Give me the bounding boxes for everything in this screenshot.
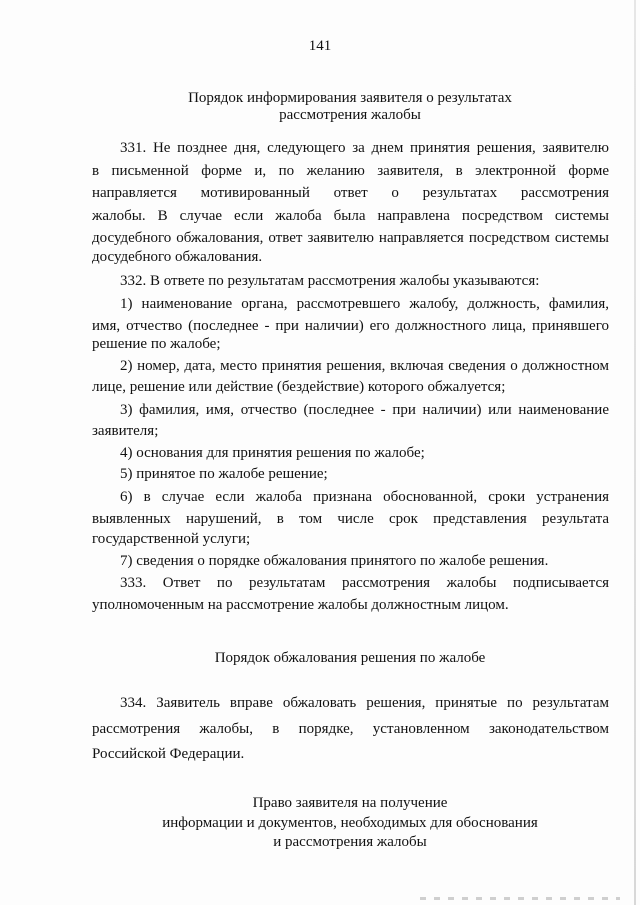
item-6-line-2: выявленных нарушений, в том числе срок представления результата	[92, 511, 609, 527]
paragraph-332: 332. В ответе по результатам рассмотрения жалобы указываются:	[120, 273, 540, 289]
paragraph-334-line-2: рассмотрения жалобы, в порядке, установленном законодательством	[92, 721, 609, 737]
item-1-line-3: решение по жалобе;	[92, 336, 221, 352]
item-4: 4) основания для принятия решения по жалобе;	[120, 445, 425, 461]
scan-artifact	[420, 897, 620, 900]
item-6-line-3: государственной услуги;	[92, 531, 251, 547]
item-3-line-1: 3) фамилия, имя, отчество (последнее - при наличии) или наименование	[120, 402, 609, 418]
paragraph-334-line-3: Российской Федерации.	[92, 746, 245, 762]
section-heading-rights-line-1: Право заявителя на получение	[252, 795, 448, 811]
paragraph-334-line-1: 334. Заявитель вправе обжаловать решения, принятые по результатам	[120, 695, 609, 711]
paragraph-331-line-4: жалобы. В случае если жалоба была направлена посредством системы	[92, 208, 609, 224]
item-7: 7) сведения о порядке обжалования принятого по жалобе решения.	[120, 553, 549, 569]
paragraph-331-line-1: 331. Не позднее дня, следующего за днем принятия решения, заявителю	[120, 140, 609, 156]
section-heading-appeal: Порядок обжалования решения по жалобе	[214, 650, 486, 666]
paragraph-331-line-3: направляется мотивированный ответ о результатах рассмотрения	[92, 185, 609, 201]
section-heading-informing-line-1: Порядок информирования заявителя о результатах	[188, 90, 512, 106]
paragraph-331-line-6: досудебного обжалования.	[92, 249, 263, 265]
item-3-line-2: заявителя;	[92, 423, 159, 439]
item-1-line-2: имя, отчество (последнее - при наличии) его должностного лица, принявшего	[92, 318, 609, 334]
paragraph-331-line-2: в письменной форме и, по желанию заявителя, в электронной форме	[92, 163, 609, 179]
scan-edge	[634, 0, 636, 905]
page-number: 141	[308, 38, 332, 54]
paragraph-333-line-2: уполномоченным на рассмотрение жалобы должностным лицом.	[92, 597, 509, 613]
item-1-line-1: 1) наименование органа, рассмотревшего жалобу, должность, фамилия,	[120, 296, 609, 312]
section-heading-informing-line-2: рассмотрения жалобы	[279, 107, 421, 123]
section-heading-rights-line-3: и рассмотрения жалобы	[273, 834, 427, 850]
paragraph-331-line-5: досудебного обжалования, ответ заявителю направляется посредством системы	[92, 230, 609, 246]
paragraph-333-line-1: 333. Ответ по результатам рассмотрения жалобы подписывается	[120, 575, 609, 591]
item-5: 5) принятое по жалобе решение;	[120, 466, 328, 482]
section-heading-rights-line-2: информации и документов, необходимых для обоснования	[162, 815, 538, 831]
item-6-line-1: 6) в случае если жалоба признана обоснованной, сроки устранения	[120, 489, 609, 505]
item-2-line-1: 2) номер, дата, место принятия решения, включая сведения о должностном	[120, 358, 609, 374]
item-2-line-2: лице, решение или действие (бездействие) которого обжалуется;	[92, 379, 506, 395]
